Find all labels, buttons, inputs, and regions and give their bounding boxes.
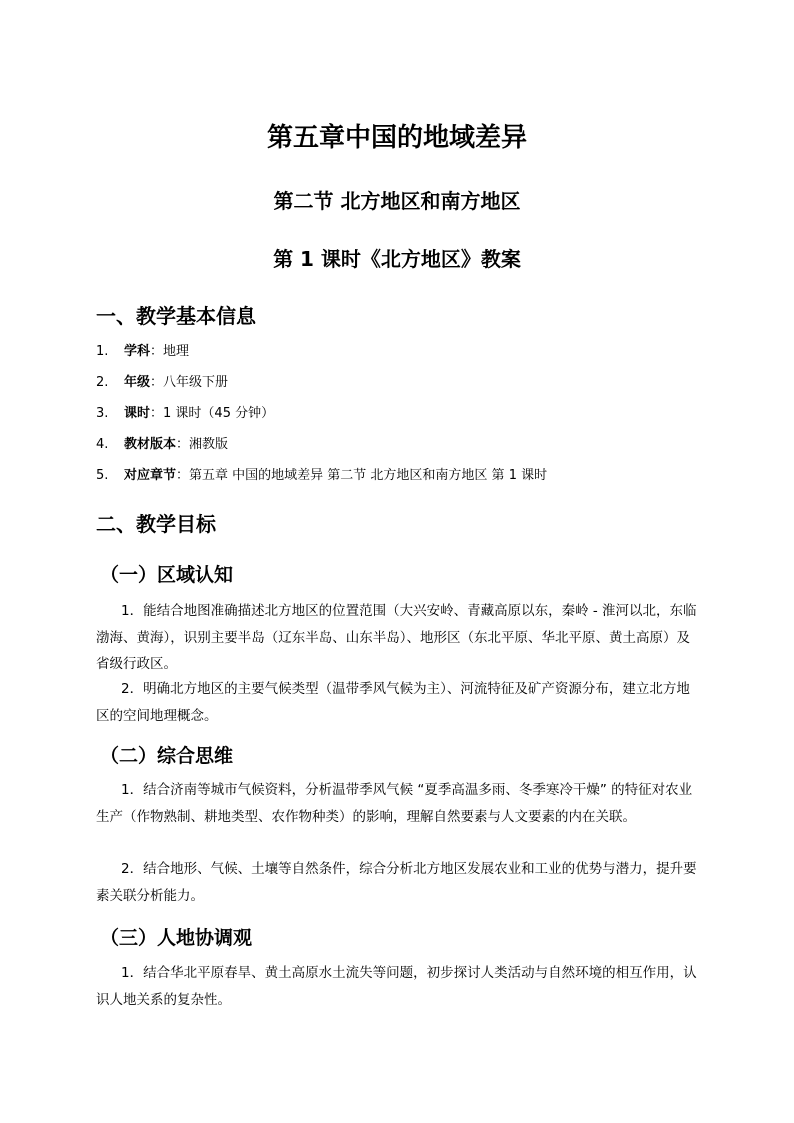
paragraph-thinking-2: 2．结合地形、气候、土壤等自然条件，综合分析北方地区发展农业和工业的优势与潜力，提升要素关联分析能力。: [96, 861, 697, 904]
paragraph-regional-1: 1．能结合地图准确描述北方地区的位置范围（大兴安岭、青藏高原以东，秦岭 - 淮河以北，东临渤海、黄海），识别主要半岛（辽东半岛、山东半岛）、地形区（东北平原、华北平原、黄土高原）及省级行政区。: [96, 603, 697, 672]
paragraph-regional-2: 2．明确北方地区的主要气候类型（温带季风气候为主）、河流特征及矿产资源分布，建立北方地区的空间地理概念。: [96, 681, 690, 724]
info-sep: ：: [176, 437, 190, 452]
info-label: 对应章节: [124, 468, 177, 483]
info-sep: ：: [150, 406, 164, 421]
info-item-textbook: [96, 435, 228, 455]
info-item-subject: [96, 342, 189, 362]
info-value: 八年级下册: [163, 375, 229, 390]
info-value: 湘教版: [189, 437, 229, 452]
heading-regional-cognition: （一）区域认知: [100, 564, 234, 586]
lesson-title: 第 1 课时《北方地区》教案: [273, 247, 521, 271]
info-num: 1.: [96, 344, 109, 359]
heading-comprehensive-thinking: （二）综合思维: [100, 745, 234, 767]
heading-objectives: 二、教学目标: [96, 512, 216, 536]
info-item-grade: [96, 373, 228, 393]
info-num: 3.: [96, 406, 109, 421]
info-sep: ：: [150, 375, 164, 390]
info-item-period: [96, 404, 274, 424]
info-sep: ：: [150, 344, 164, 359]
info-value: 地理: [163, 344, 190, 359]
section-subtitle: 第二节 北方地区和南方地区: [273, 189, 521, 213]
heading-human-land: （三）人地协调观: [100, 927, 253, 949]
info-item-chapter: [96, 466, 547, 486]
info-num: 5.: [96, 468, 109, 483]
info-sep: ：: [176, 468, 190, 483]
info-num: 4.: [96, 437, 109, 452]
info-label: 教材版本: [124, 437, 177, 452]
paragraph-human-land-1: 1．结合华北平原春旱、黄土高原水土流失等问题，初步探讨人类活动与自然环境的相互作用，认识人地关系的复杂性。: [96, 965, 697, 1008]
info-num: 2.: [96, 375, 109, 390]
info-value: 1 课时（45 分钟）: [163, 406, 275, 421]
info-label: 年级: [124, 375, 151, 390]
info-label: 课时: [124, 406, 151, 421]
info-label: 学科: [124, 344, 151, 359]
paragraph-thinking-1: 1．结合济南等城市气候资料，分析温带季风气候 “夏季高温多雨、冬季寒冷干燥” 的特征对农业生产（作物熟制、耕地类型、农作物种类）的影响，理解自然要素与人文要素的内在关联。: [96, 782, 693, 825]
chapter-title: 第五章中国的地域差异: [266, 123, 527, 153]
info-value: 第五章 中国的地域差异 第二节 北方地区和南方地区 第 1 课时: [189, 468, 548, 483]
heading-basic-info: 一、教学基本信息: [96, 304, 256, 328]
